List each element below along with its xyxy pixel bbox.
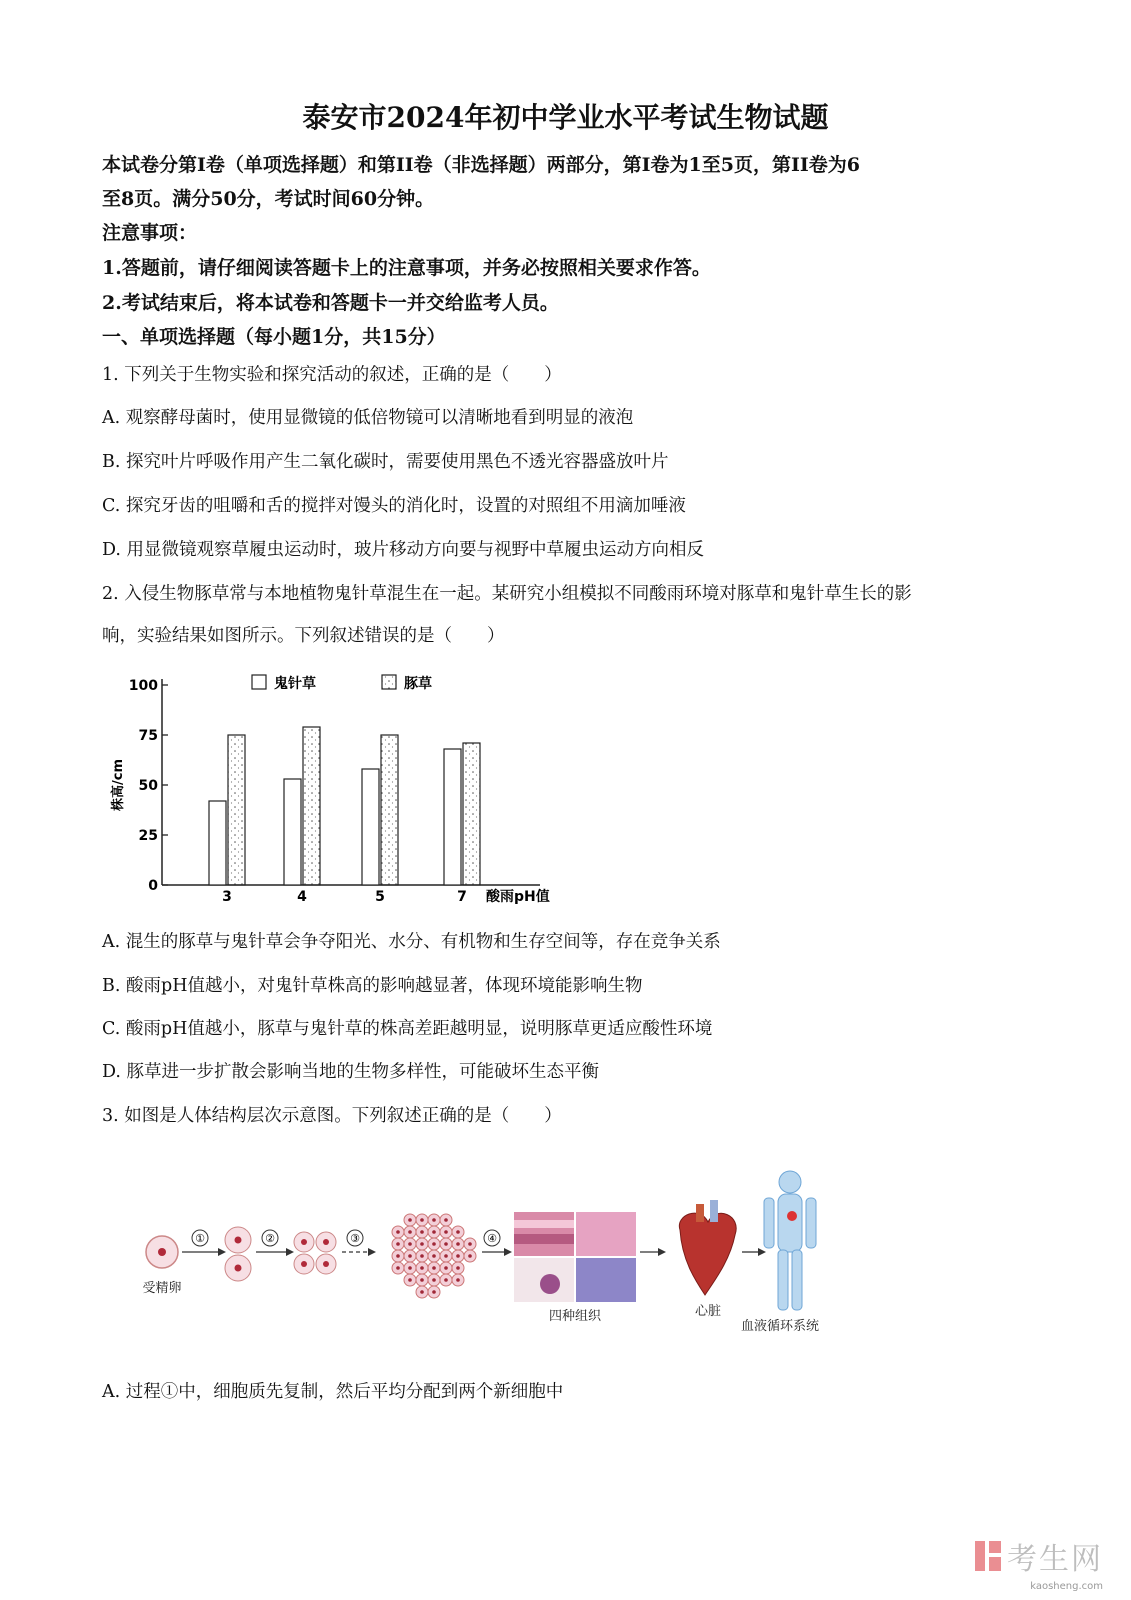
morula-nucleus [420, 1290, 424, 1294]
x-axis-label: 酸雨pH值 [486, 889, 550, 905]
morula-nucleus [444, 1230, 448, 1234]
zygote-cell [146, 1236, 178, 1268]
q1-stem: 1. 下列关于生物实验和探究活动的叙述，正确的是（ ） [102, 365, 562, 385]
legend-swatch-guizhencao [252, 675, 266, 689]
morula-nucleus [444, 1254, 448, 1258]
morula-nucleus [456, 1230, 460, 1234]
morula-nucleus [468, 1254, 472, 1258]
y-tick-label: 25 [138, 828, 158, 844]
morula-nucleus [396, 1242, 400, 1246]
morula-nucleus [408, 1242, 412, 1246]
x-tick-label: 3 [222, 889, 232, 905]
morula-nucleus [432, 1278, 436, 1282]
morula-nucleus [432, 1230, 436, 1234]
bar-guizhencao [284, 779, 301, 885]
tissues-label: 四种组织 [548, 1309, 602, 1324]
morula-nucleus [432, 1242, 436, 1246]
exam-title: 泰安市2024年初中学业水平考试生物试题 [302, 101, 829, 134]
morula-nucleus [420, 1230, 424, 1234]
y-axis-label: 株高/cm [111, 758, 126, 812]
q2-option-c: C. 酸雨pH值越小，豚草与鬼针草的株高差距越明显，说明豚草更适应酸性环境 [102, 1019, 713, 1039]
notice-item-2: 2.考试结束后，将本试卷和答题卡一并交给监考人员。 [102, 292, 559, 314]
q3-stem: 3. 如图是人体结构层次示意图。下列叙述正确的是（ ） [102, 1106, 562, 1126]
morula-nucleus [432, 1266, 436, 1270]
morula-nucleus [456, 1242, 460, 1246]
watermark-url: kaosheng.com [1030, 1581, 1103, 1592]
morula-nucleus [444, 1278, 448, 1282]
y-tick-label: 75 [138, 728, 158, 744]
y-tick-label: 0 [148, 878, 158, 894]
zygote-label: 受精卵 [142, 1281, 182, 1296]
q1-option-d: D. 用显微镜观察草履虫运动时，玻片移动方向要与视野中草履虫运动方向相反 [102, 540, 705, 560]
morula-nucleus [468, 1242, 472, 1246]
circulatory-system-figure [764, 1171, 816, 1310]
intro-line-2: 至8页。满分50分，考试时间60分钟。 [102, 188, 435, 210]
morula-nucleus [420, 1266, 424, 1270]
morula-nucleus [396, 1266, 400, 1270]
morula-nucleus [444, 1218, 448, 1222]
system-label: 血液循环系统 [740, 1319, 820, 1334]
x-tick-label: 4 [297, 889, 307, 905]
morula-nucleus [456, 1266, 460, 1270]
bar-guizhencao [209, 801, 226, 885]
morula-nucleus [408, 1278, 412, 1282]
morula-nucleus [396, 1230, 400, 1234]
q2-stem-line-2: 响，实验结果如图所示。下列叙述错误的是（ ） [102, 626, 505, 646]
morula-nucleus [420, 1218, 424, 1222]
heart-icon [679, 1200, 736, 1295]
y-tick-label: 100 [128, 678, 158, 694]
section-heading: 一、单项选择题（每小题1分，共15分） [102, 326, 446, 348]
four-tissues-image [514, 1212, 636, 1302]
ph-bar-chart [100, 665, 580, 915]
notice-heading: 注意事项： [102, 222, 198, 244]
four-cell-stage [294, 1232, 336, 1274]
bar-tuncao [228, 735, 245, 885]
cell-mass [392, 1214, 476, 1298]
y-tick-label: 50 [138, 778, 158, 794]
watermark-logo-icon [975, 1541, 1001, 1571]
legend-label-guizhencao: 鬼针草 [274, 676, 316, 692]
watermark [975, 1534, 1103, 1578]
notice-item-1: 1.答题前，请仔细阅读答题卡上的注意事项，并务必按照相关要求作答。 [102, 257, 711, 279]
x-tick-label: 7 [457, 889, 467, 905]
q1-option-a: A. 观察酵母菌时，使用显微镜的低倍物镜可以清晰地看到明显的液泡 [102, 408, 634, 428]
morula-nucleus [396, 1254, 400, 1258]
morula-nucleus [432, 1254, 436, 1258]
step-3-label: ③ [350, 1232, 360, 1245]
morula-nucleus [408, 1230, 412, 1234]
bar-guizhencao [444, 749, 461, 885]
bar-guizhencao [362, 769, 379, 885]
two-cell-stage [225, 1227, 251, 1281]
step-1-label: ① [195, 1232, 205, 1245]
body-structure-diagram [130, 1160, 840, 1340]
x-tick-label: 5 [375, 889, 385, 905]
q2-option-d: D. 豚草进一步扩散会影响当地的生物多样性，可能破坏生态平衡 [102, 1062, 600, 1082]
morula-nucleus [408, 1266, 412, 1270]
morula-nucleus [420, 1242, 424, 1246]
step-2-label: ② [265, 1232, 275, 1245]
q1-option-b: B. 探究叶片呼吸作用产生二氧化碳时，需要使用黑色不透光容器盛放叶片 [102, 452, 669, 472]
heart-label: 心脏 [694, 1304, 722, 1319]
step-4-label: ④ [487, 1232, 497, 1245]
morula-nucleus [432, 1290, 436, 1294]
morula-nucleus [408, 1254, 412, 1258]
bar-tuncao [303, 727, 320, 885]
legend-label-tuncao: 豚草 [404, 676, 432, 692]
morula-nucleus [420, 1278, 424, 1282]
morula-nucleus [408, 1218, 412, 1222]
morula-nucleus [456, 1278, 460, 1282]
q2-option-a: A. 混生的豚草与鬼针草会争夺阳光、水分、有机物和生存空间等，存在竞争关系 [102, 932, 721, 952]
bar-tuncao [463, 743, 480, 885]
intro-line-1: 本试卷分第I卷（单项选择题）和第II卷（非选择题）两部分，第I卷为1至5页，第II卷为6 [102, 154, 860, 176]
bar-tuncao [381, 735, 398, 885]
q1-option-c: C. 探究牙齿的咀嚼和舌的搅拌对馒头的消化时，设置的对照组不用滴加唾液 [102, 496, 686, 516]
watermark-text: 考生网 [1007, 1542, 1103, 1577]
q3-option-a: A. 过程①中，细胞质先复制，然后平均分配到两个新细胞中 [102, 1382, 564, 1402]
morula-nucleus [456, 1254, 460, 1258]
morula-nucleus [444, 1242, 448, 1246]
morula-nucleus [444, 1266, 448, 1270]
q2-option-b: B. 酸雨pH值越小，对鬼针草株高的影响越显著，体现环境能影响生物 [102, 976, 643, 996]
legend-swatch-tuncao [382, 675, 396, 689]
morula-nucleus [432, 1218, 436, 1222]
q2-stem-line-1: 2. 入侵生物豚草常与本地植物鬼针草混生在一起。某研究小组模拟不同酸雨环境对豚草和鬼针草生长的影 [102, 584, 912, 604]
morula-nucleus [420, 1254, 424, 1258]
